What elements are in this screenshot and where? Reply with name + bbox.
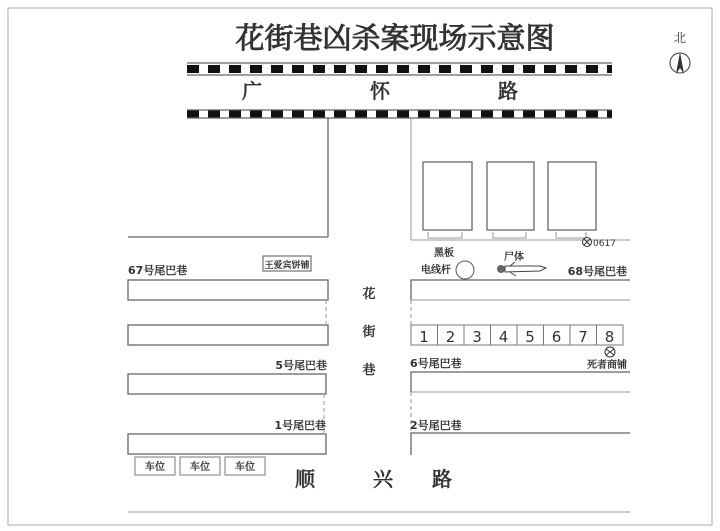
road-char: 怀 xyxy=(370,79,390,103)
buildings xyxy=(423,162,596,238)
lane-2-label: 2号尾巴巷 xyxy=(410,419,462,432)
victim-shop-marker-icon xyxy=(605,347,615,357)
stall-number: 5 xyxy=(525,328,535,346)
compass-north-icon xyxy=(670,52,690,74)
diagram-title: 花街巷凶杀案现场示意图 xyxy=(235,21,555,55)
alley-char: 街 xyxy=(362,325,376,340)
north-label: 北 xyxy=(673,31,687,45)
parking-label: 车位 xyxy=(145,462,165,473)
lane-5-label: 5号尾巴巷 xyxy=(275,359,327,372)
stall-row xyxy=(411,325,623,346)
road-char: 路 xyxy=(432,467,452,491)
marker-icon xyxy=(583,238,592,247)
stall-number: 3 xyxy=(472,328,482,346)
lane-67-label: 67号尾巴巷 xyxy=(128,264,188,277)
road-char: 兴 xyxy=(373,467,393,491)
top-road xyxy=(187,63,612,118)
stall-number: 4 xyxy=(498,328,509,346)
stall-number: 6 xyxy=(551,328,562,346)
pole-label: 电线杆 xyxy=(421,265,451,276)
code-label: 0617 xyxy=(593,239,616,249)
alley-char: 巷 xyxy=(362,363,376,378)
stall-number: 2 xyxy=(445,328,456,346)
stall-number: 1 xyxy=(419,328,429,346)
lane-6-label: 6号尾巴巷 xyxy=(410,357,462,370)
blackboard-label: 黑板 xyxy=(434,248,454,259)
body-figure-icon xyxy=(497,262,546,276)
stall-number: 7 xyxy=(578,328,588,346)
shop-label: 王爱宾饼铺 xyxy=(264,261,310,271)
lane-68-label: 68号尾巴巷 xyxy=(567,265,627,278)
road-char: 广 xyxy=(242,79,262,103)
parking-label: 车位 xyxy=(235,462,255,473)
victim-shop-label: 死者商铺 xyxy=(587,360,627,371)
road-char: 顺 xyxy=(295,467,315,491)
road-char: 路 xyxy=(498,79,518,103)
parking-label: 车位 xyxy=(190,462,210,473)
lane-1-label: 1号尾巴巷 xyxy=(274,419,326,432)
alley-char: 花 xyxy=(362,287,376,302)
parking-row xyxy=(135,457,265,475)
utility-pole-icon xyxy=(456,261,474,279)
body-label: 尸体 xyxy=(504,252,524,263)
stall-number: 8 xyxy=(604,328,615,346)
